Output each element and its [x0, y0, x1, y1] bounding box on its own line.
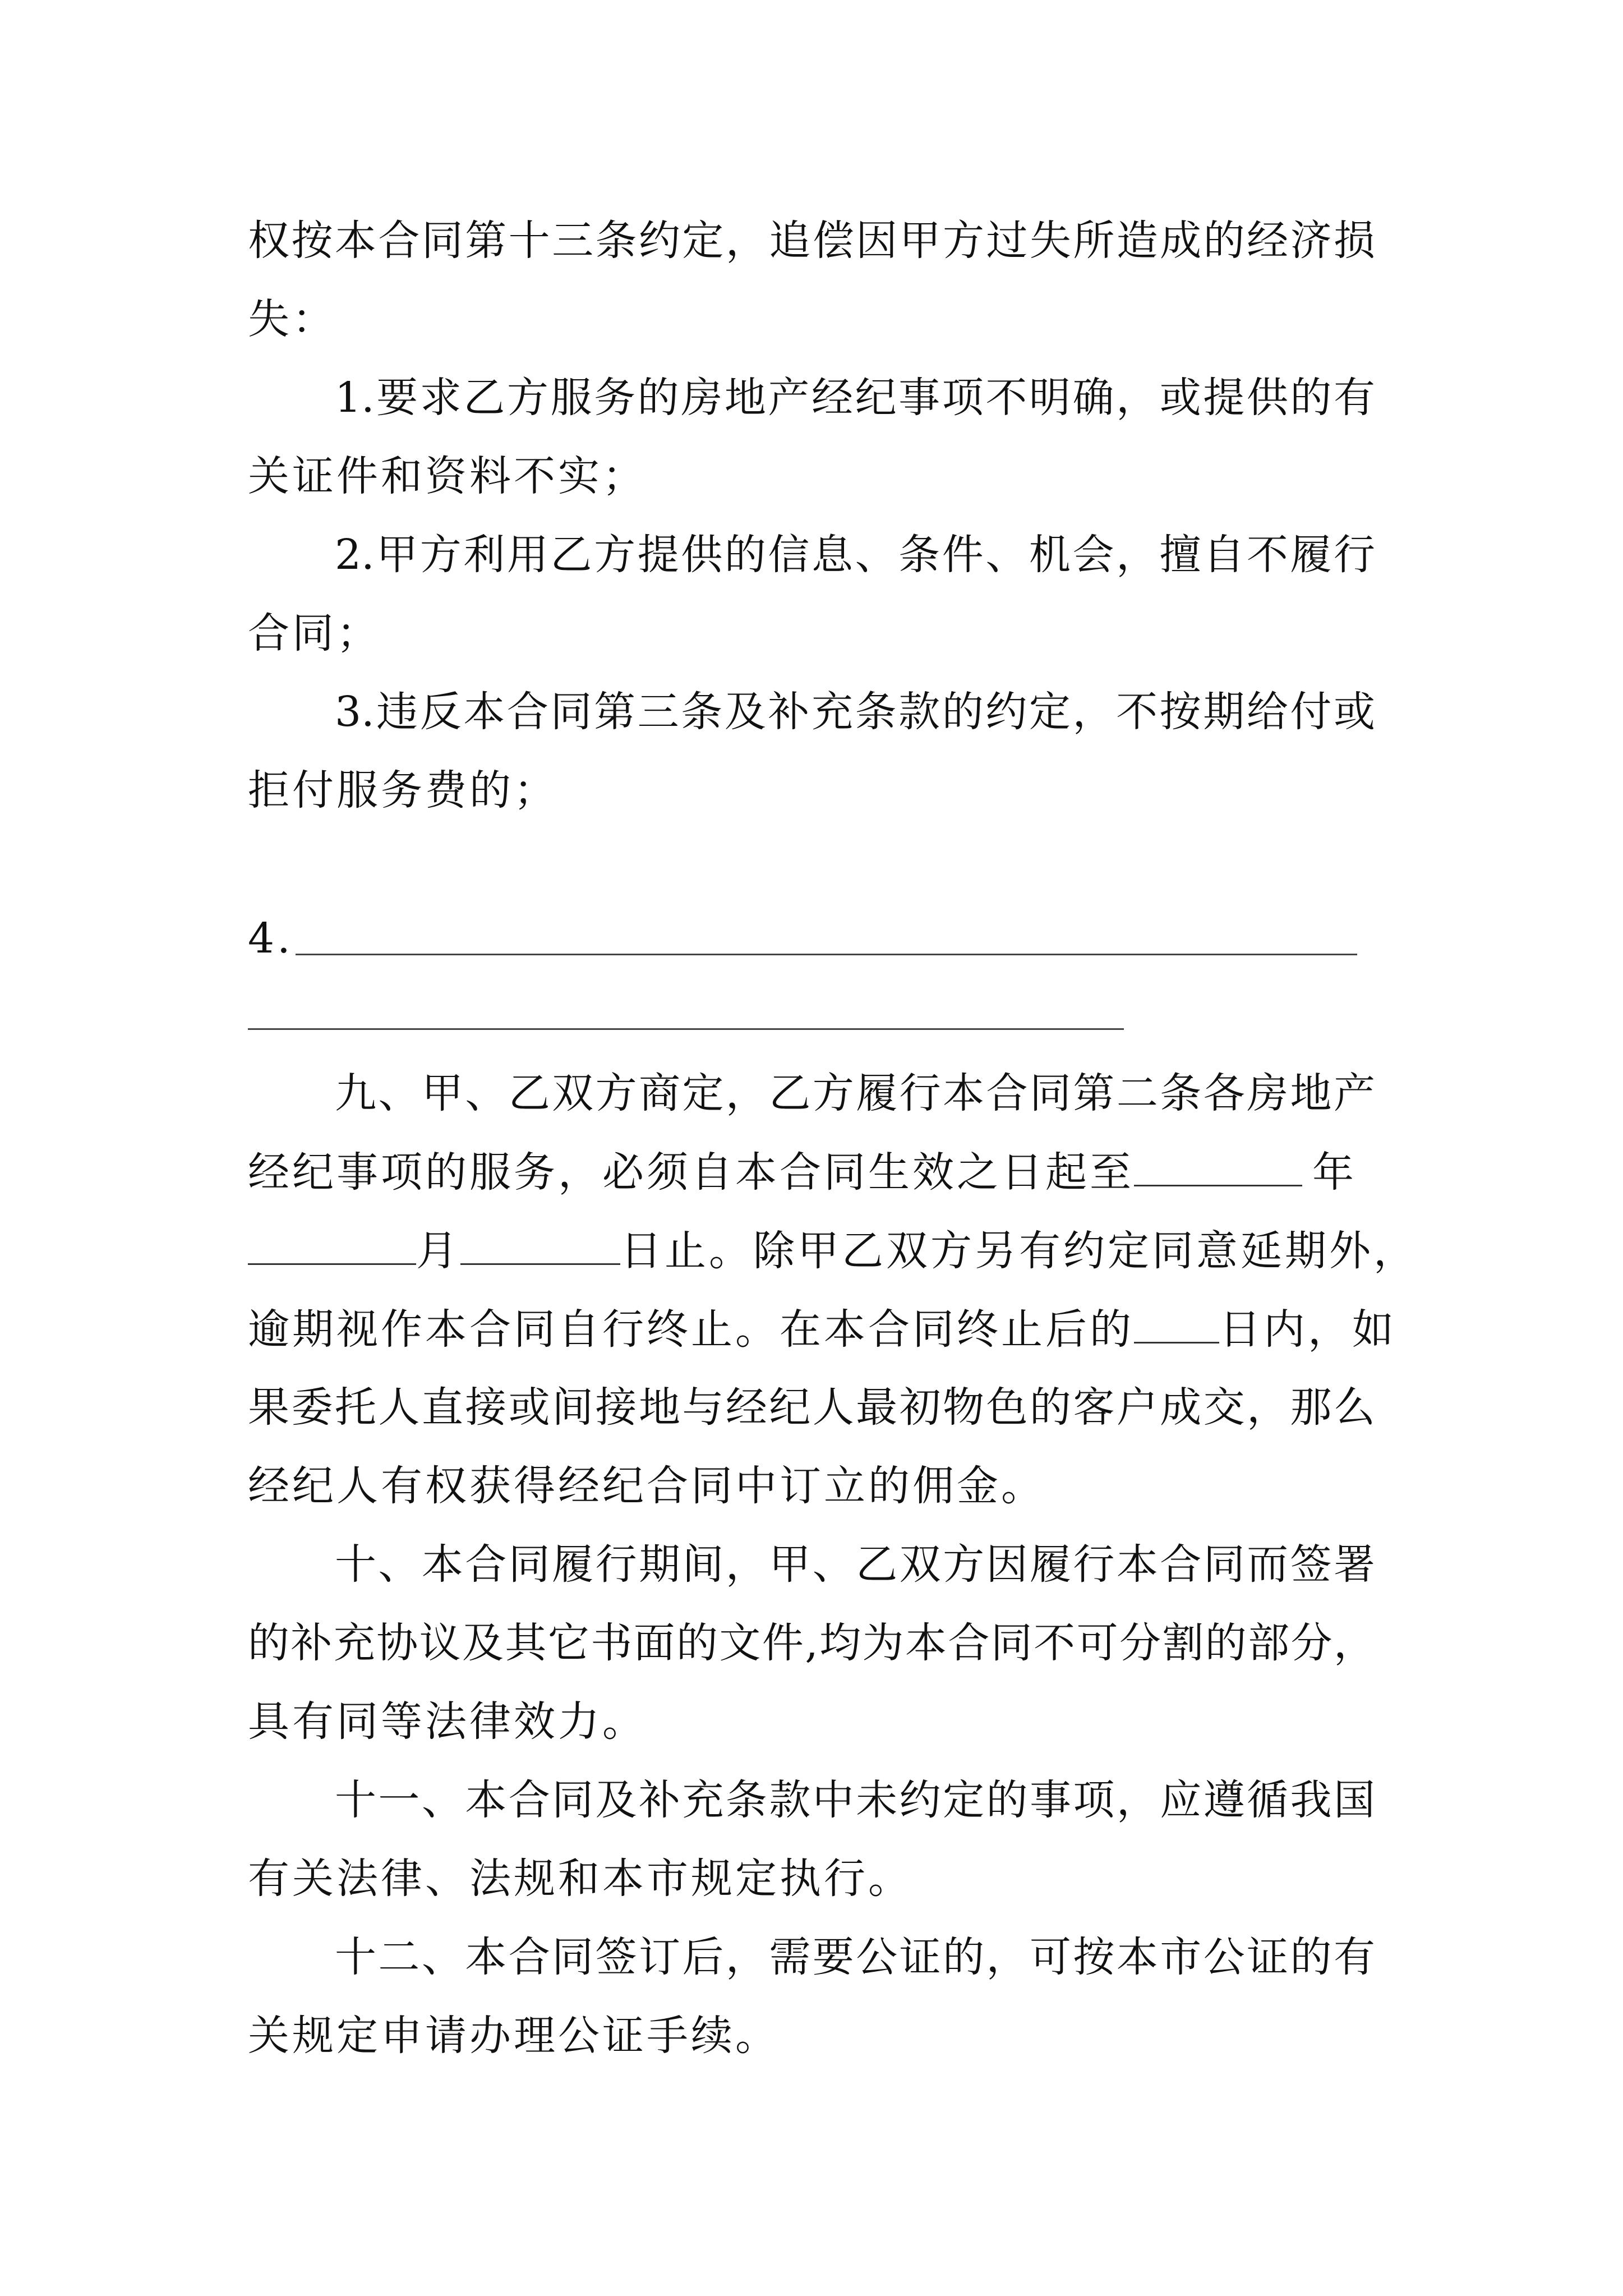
clause-item-1: 1.要求乙方服务的房地产经纪事项不明确，或提供的有	[335, 374, 1375, 422]
text-line: 合同；	[248, 609, 381, 657]
clause-nine: 九、甲、乙双方商定，乙方履行本合同第二条各房地产	[335, 1069, 1375, 1117]
text-line	[248, 1148, 1357, 1197]
fill-in-blank-line	[296, 954, 1357, 955]
clause-item-4-label: 4.	[248, 914, 293, 963]
text-line: 经纪人有权获得经纪合同中订立的佣金。	[248, 1462, 1045, 1510]
text-segment: 月	[416, 1227, 460, 1275]
text-line: 具有同等法律效力。	[248, 1697, 647, 1746]
text-line: 关证件和资料不实；	[248, 452, 647, 500]
blank-month	[248, 1230, 416, 1265]
blank-year	[1134, 1151, 1302, 1186]
clause-item-3: 3.违反本合同第三条及补充条款的约定，不按期给付或	[335, 688, 1375, 736]
clause-eleven: 十一、本合同及补充条款中未约定的事项，应遵循我国	[335, 1776, 1375, 1824]
text-line: 的补充协议及其它书面的文件,均为本合同不可分割的部分，	[248, 1619, 1375, 1667]
text-segment: 年	[1312, 1148, 1357, 1197]
text-line: 拒付服务费的；	[248, 766, 558, 815]
text-segment: 逾期视作本合同自行终止。在本合同终止后的	[248, 1305, 1134, 1354]
text-line: 关规定申请办理公证手续。	[248, 2012, 780, 2060]
clause-ten: 十、本合同履行期间，甲、乙双方因履行本合同而签署	[335, 1540, 1375, 1589]
text-line: 权按本合同第十三条约定，追偿因甲方过失所造成的经济损	[248, 217, 1375, 265]
text-line	[248, 1305, 1396, 1354]
text-line: 失：	[248, 295, 336, 343]
text-segment: 经纪事项的服务，必须自本合同生效之日起至	[248, 1148, 1134, 1197]
text-segment: 日内，如	[1219, 1305, 1396, 1354]
blank-days	[1134, 1308, 1219, 1343]
text-line: 有关法律、法规和本市规定执行。	[248, 1855, 912, 1903]
text-line: 果委托人直接或间接地与经纪人最初物色的客户成交，那么	[248, 1383, 1375, 1432]
clause-twelve: 十二、本合同签订后，需要公证的，可按本市公证的有	[335, 1933, 1375, 1981]
text-line	[248, 1227, 1418, 1275]
fill-in-blank-line	[248, 1028, 1124, 1030]
clause-item-2: 2.甲方利用乙方提供的信息、条件、机会，擅自不履行	[335, 531, 1375, 579]
text-segment: 日止。除甲乙双方另有约定同意延期外，	[620, 1227, 1418, 1275]
blank-day	[460, 1230, 620, 1265]
